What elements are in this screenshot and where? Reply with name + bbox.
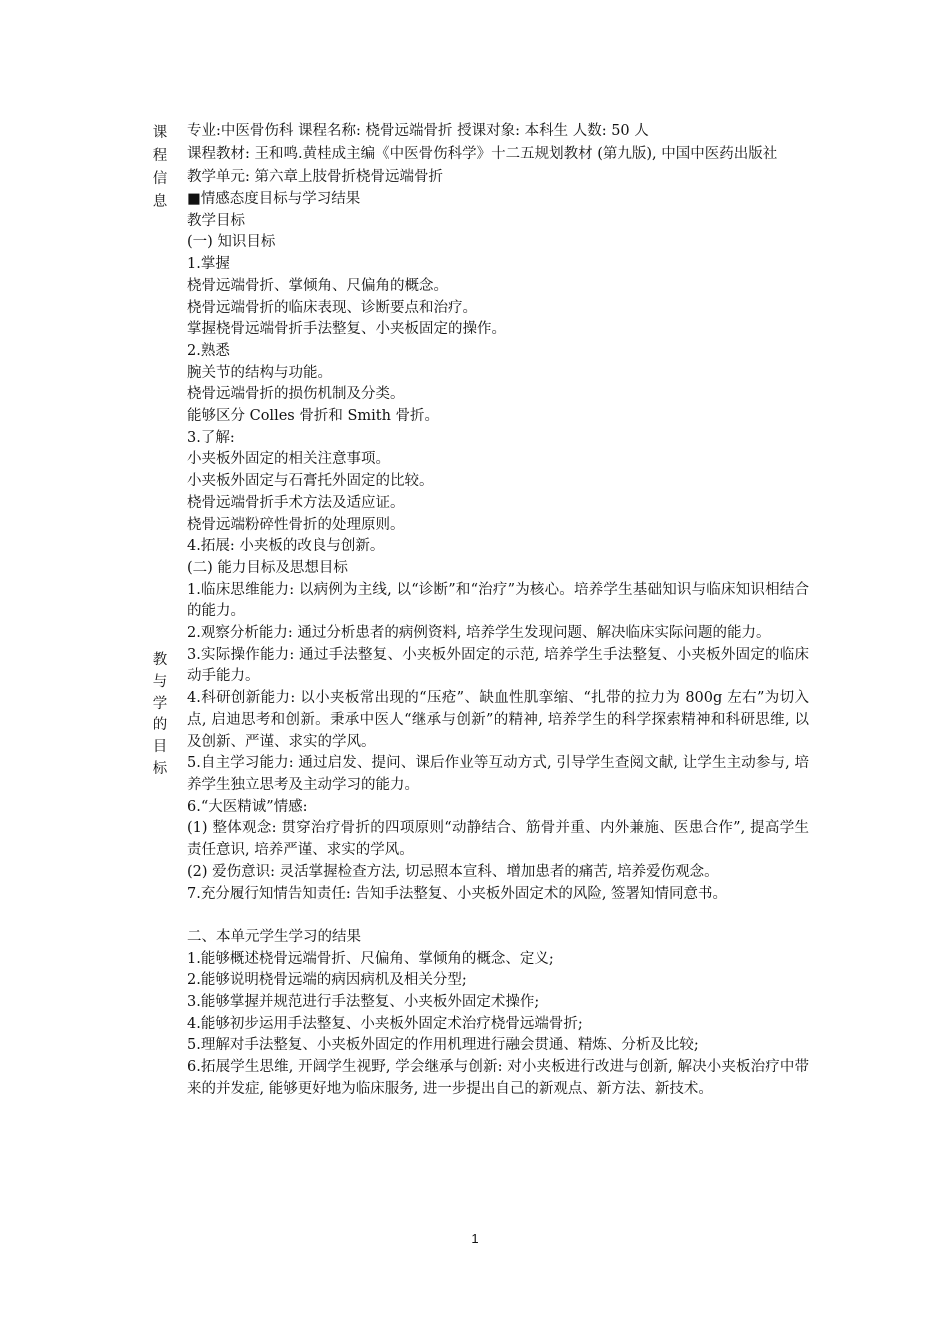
course-textbook-line: 课程教材: 王和鸣.黄桂成主编《中医骨伤科学》十二五规划教材 (第九版), 中国中医药出版社 <box>187 146 778 162</box>
course-info-block <box>187 120 809 189</box>
side-label-char: 与 <box>152 673 168 690</box>
ability-item: 4.科研创新能力: 以小夹板常出现的“压疮”、缺血性肌挛缩、“扎带的拉力为 800g 左右”为切入点, 启迪思考和创新。秉承中医人“继承与创新”的精神, 培养学生的科学探索精神和科研思维, 以及创新、严谨、求实的学风。 <box>187 690 809 750</box>
result-item: 3.能够掌握并规范进行手法整复、小夹板外固定术操作; <box>187 994 540 1010</box>
results-heading: 二、本单元学生学习的结果 <box>187 928 361 945</box>
side-label-char: 信 <box>152 171 168 187</box>
ability-item: 1.临床思维能力: 以病例为主线, 以“诊断”和“治疗”为核心。培养学生基础知识与临床知识相结合的能力。 <box>187 581 809 620</box>
familiar-heading: 2.熟悉 <box>187 342 230 359</box>
side-label-char: 息 <box>152 194 168 210</box>
side-label-char: 课 <box>152 125 168 141</box>
side-label-char: 程 <box>152 148 168 164</box>
ability-item: 5.自主学习能力: 通过启发、提问、课后作业等互动方式, 引导学生查阅文献, 让学生主动参与, 培养学生独立思考及主动学习的能力。 <box>187 755 809 793</box>
result-item: 4.能够初步运用手法整复、小夹板外固定术治疗桡骨远端骨折; <box>187 1015 583 1032</box>
result-item: 2.能够说明桡骨远端的病因病机及相关分型; <box>187 972 467 989</box>
main-content <box>187 120 809 1101</box>
list-item: 桡骨远端骨折、掌倾角、尺偏角的概念。 <box>187 277 448 294</box>
consent-item: 7.充分履行知情告知责任: 告知手法整复、小夹板外固定术的风险, 签署知情同意书。 <box>187 885 728 902</box>
list-item: 腕关节的结构与功能。 <box>187 364 332 381</box>
list-item: 桡骨远端骨折手术方法及适应证。 <box>187 494 405 511</box>
result-item: 6.拓展学生思维, 开阔学生视野, 学会继承与创新: 对小夹板进行改进与创新, 解决小夹板治疗中带来的并发症, 能够更好地为临床服务, 进一步提出自己的新观点、新方法、新技术。 <box>187 1059 809 1097</box>
result-item: 1.能够概述桡骨远端骨折、尺偏角、掌倾角的概念、定义; <box>187 950 554 967</box>
ability-item: 2.观察分析能力: 通过分析患者的病例资料, 培养学生发现问题、解决临床实际问题的能力。 <box>187 625 771 642</box>
list-item: 小夹板外固定与石膏托外固定的比较。 <box>187 473 434 490</box>
extend-item: 4.拓展: 小夹板的改良与创新。 <box>187 538 385 555</box>
list-item: 小夹板外固定的相关注意事项。 <box>187 451 390 468</box>
understand-heading: 3.了解: <box>187 429 235 446</box>
master-heading: 1.掌握 <box>187 256 230 273</box>
section-title: ■情感态度目标与学习结果 <box>187 191 361 207</box>
list-item: 能够区分 Colles 骨折和 Smith 骨折。 <box>187 408 440 425</box>
ethics-item: (2) 爱伤意识: 灵活掌握检查方法, 切忌照本宣科、增加患者的痛苦, 培养爱伤观念。 <box>187 863 719 880</box>
side-label-char: 的 <box>152 717 168 734</box>
teaching-goal-heading: 教学目标 <box>187 212 245 229</box>
knowledge-goal-heading: (一) 知识目标 <box>187 234 276 251</box>
goals-block <box>187 189 809 905</box>
page-number: 1 <box>471 1231 479 1246</box>
results-block <box>187 927 809 1101</box>
spacer <box>187 905 809 927</box>
side-label-char: 标 <box>152 760 168 777</box>
list-item: 桡骨远端骨折的损伤机制及分类。 <box>187 386 405 403</box>
list-item: 桡骨远端粉碎性骨折的处理原则。 <box>187 516 405 533</box>
ability-goal-heading: (二) 能力目标及思想目标 <box>187 559 348 576</box>
side-label-char: 教 <box>152 652 168 668</box>
ethics-heading: 6.“大医精诚”情感: <box>187 798 308 815</box>
ability-item: 3.实际操作能力: 通过手法整复、小夹板外固定的示范, 培养学生手法整复、小夹板外固定的临床动手能力。 <box>187 646 809 685</box>
ethics-item: (1) 整体观念: 贯穿治疗骨折的四项原则“动静结合、筋骨并重、内外兼施、医患合作”, 提高学生责任意识, 培养严谨、求实的学风。 <box>187 820 809 859</box>
course-info-side-label <box>152 122 168 214</box>
course-unit-line: 教学单元: 第六章上肢骨折桡骨远端骨折 <box>187 169 443 185</box>
course-info-line: 专业:中医骨伤科 课程名称: 桡骨远端骨折 授课对象: 本科生 人数: 50 人 <box>187 123 649 139</box>
side-label-char: 学 <box>152 695 168 712</box>
teaching-goals-side-label <box>152 650 168 781</box>
list-item: 掌握桡骨远端骨折手法整复、小夹板固定的操作。 <box>187 321 506 338</box>
result-item: 5.理解对手法整复、小夹板外固定的作用机理进行融会贯通、精炼、分析及比较; <box>187 1037 699 1054</box>
list-item: 桡骨远端骨折的临床表现、诊断要点和治疗。 <box>187 299 477 316</box>
side-label-char: 目 <box>152 739 168 756</box>
